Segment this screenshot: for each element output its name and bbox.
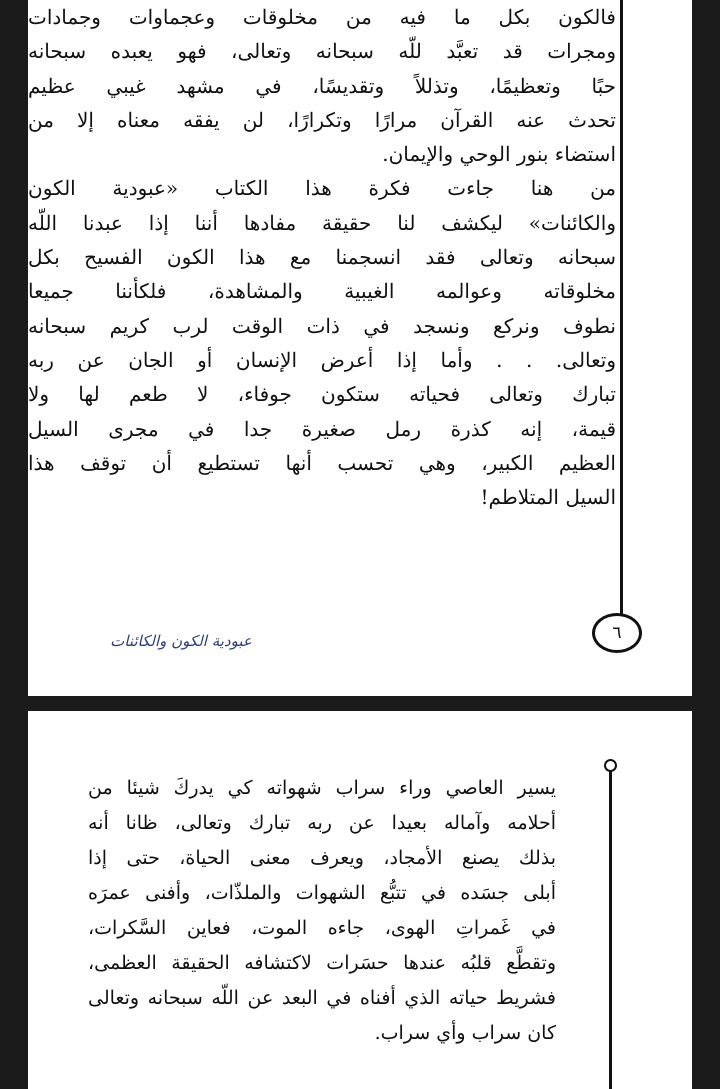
running-book-title: عبودية الكون والكائنات xyxy=(110,632,252,650)
page-body-text xyxy=(88,771,556,1051)
text-line: العظيم الكبير، وهي تحسب أنها تستطيع أن توقف هذا xyxy=(28,450,616,475)
text-line: السيل المتلاطم! xyxy=(480,485,616,510)
text-line: كان سراب وأي سراب. xyxy=(374,1022,556,1044)
text-line: أبلى جسَده في تتبُّع الشهوات والملذّات، وأفنى عمرَه xyxy=(88,882,556,904)
text-line: نطوف ونركع ونسجد في ذات الوقت لرب كريم سبحانه xyxy=(28,313,616,338)
page-body-text xyxy=(28,0,616,514)
page-number: ٦ xyxy=(592,613,642,653)
text-line: مخلوقاته وعوالمه الغيبية والمشاهدة، فلكأننا جميعا xyxy=(28,279,616,304)
book-page-top xyxy=(28,0,692,696)
text-line: بذلك يصنع الأمجاد، ويعرف معنى الحياة، حتى إذا xyxy=(88,847,556,869)
book-page-bottom xyxy=(28,711,692,1089)
text-line: تحدث عنه القرآن مرارًا وتكرارًا، لن يفقه معناه إلا من xyxy=(28,107,616,132)
text-line: حبًا وتعظيمًا، وتذللاً وتقديسًا، في مشهد غيبي عظيم xyxy=(28,73,616,98)
text-line: سبحانه وتعالى فقد انسجمنا مع هذا الكون الفسيح بكل xyxy=(28,245,616,270)
text-line: من هنا جاءت فكرة هذا الكتاب «عبودية الكون xyxy=(28,176,616,201)
text-line: تبارك وتعالى فحياته ستكون جوفاء، لا طعم لها ولا xyxy=(28,382,616,407)
text-line: وتعالى. . . وأما إذا أعرض الإنسان أو الجان عن ربه xyxy=(28,347,616,372)
text-line: ومجرات قد تعبَّد للّه سبحانه وتعالى، فهو يعبده سبحانه xyxy=(28,39,616,64)
text-line: فالكون بكل ما فيه من مخلوقات وعجماوات وجمادات xyxy=(28,5,616,29)
text-line: يسير العاصي وراء سراب شهواته كي يدركَ شيئا من xyxy=(88,777,556,799)
text-line: أحلامه وآماله بعيدا عن ربه تبارك وتعالى، ظانا أنه xyxy=(88,812,556,834)
page-margin-line xyxy=(620,0,623,618)
text-line: والكائنات» ليكشف لنا حقيقة مفادها أننا إذا عبدنا اللّه xyxy=(28,210,616,235)
text-line: في غَمراتِ الهوى، جاءه الموت، فعاين السَّكرات، xyxy=(88,917,556,939)
text-line: فشريط حياته الذي أفناه في البعد عن اللّه سبحانه وتعالى xyxy=(88,987,556,1009)
text-line: وتقطَّع قلبُه عندها حسَرات لاكتشافه الحقيقة العظمى، xyxy=(88,952,556,974)
page-margin-line xyxy=(609,769,612,1089)
text-line: استضاء بنور الوحي والإيمان. xyxy=(382,142,616,167)
margin-bullet-icon xyxy=(604,759,617,772)
text-line: قيمة، إنه كذرة رمل صغيرة جدا في مجرى السيل xyxy=(28,416,616,441)
